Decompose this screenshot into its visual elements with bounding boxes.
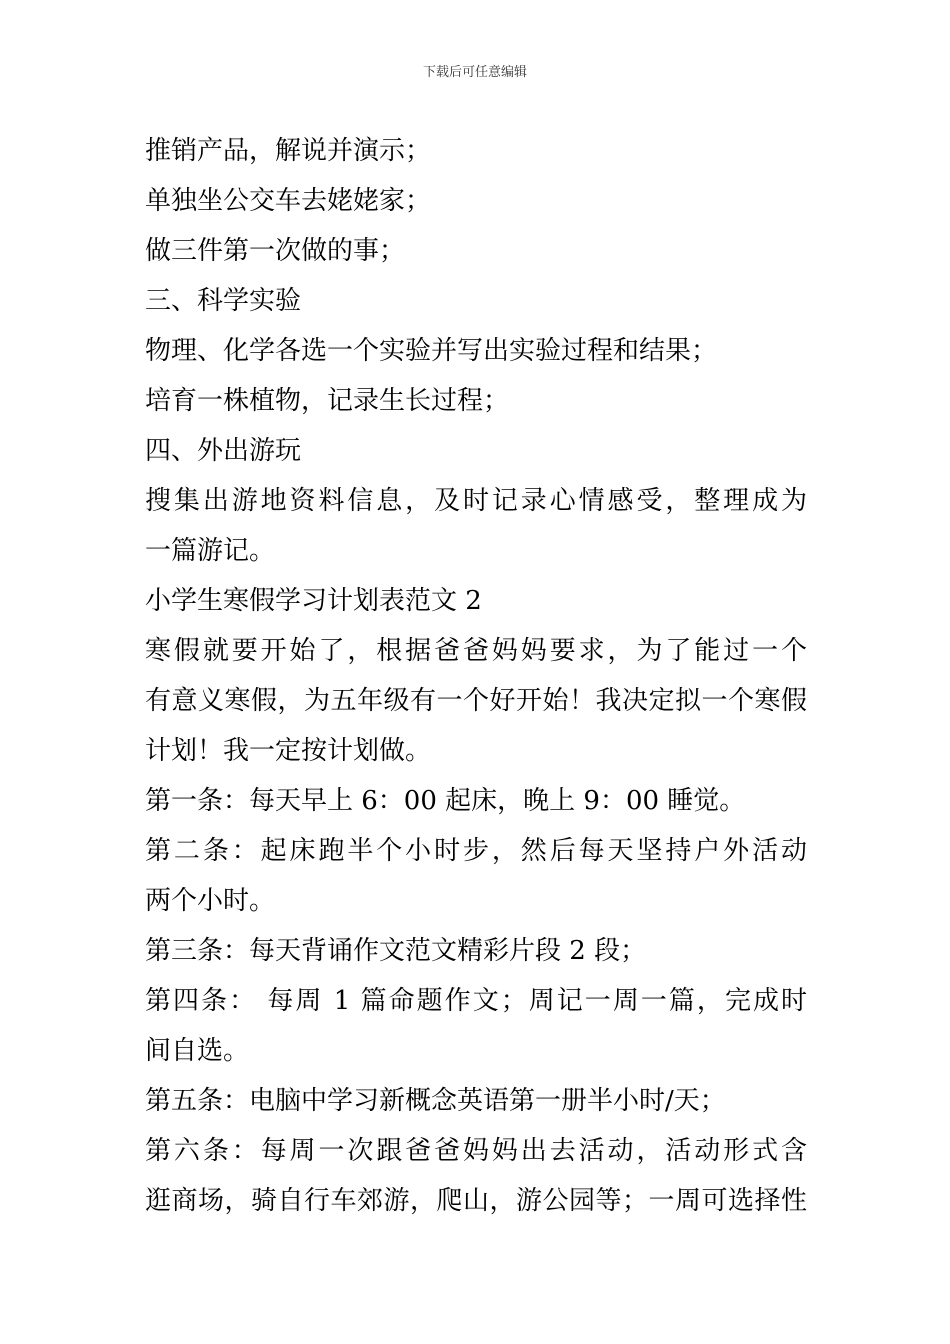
document-body (145, 126, 807, 1226)
text-line: 有意义寒假，为五年级有一个好开始！我决定拟一个寒假 (145, 686, 807, 716)
text-line: 第三条：每天背诵作文范文精彩片段 2 段； (145, 936, 647, 966)
text-line: 培育一株植物，记录生长过程； (145, 386, 510, 416)
text-line: 逛商场，骑自行车郊游，爬山，游公园等；一周可选择性 (145, 1186, 807, 1216)
text-line: 寒假就要开始了，根据爸爸妈妈要求，为了能过一个 (145, 636, 807, 666)
text-line: 第二条：起床跑半个小时步，然后每天坚持户外活动 (145, 836, 807, 866)
text-line: 计划！我一定按计划做。 (145, 736, 432, 766)
section-heading: 四、外出游玩 (145, 436, 302, 466)
text-line: 做三件第一次做的事； (145, 236, 406, 266)
text-line: 第一条：每天早上 6：00 起床，晚上 9：00 睡觉。 (145, 786, 746, 816)
text-line: 一篇游记。 (145, 536, 276, 566)
text-line: 物理、化学各选一个实验并写出实验过程和结果； (145, 336, 718, 366)
text-line: 第五条：电脑中学习新概念英语第一册半小时/天； (145, 1086, 726, 1116)
text-line: 第六条：每周一次跟爸爸妈妈出去活动，活动形式含 (145, 1136, 807, 1166)
text-line: 间自选。 (145, 1036, 250, 1066)
section-heading: 三、科学实验 (145, 286, 302, 316)
article-title: 小学生寒假学习计划表范文 2 (145, 586, 482, 616)
text-line: 第四条： 每周 1 篇命题作文；周记一周一篇，完成时 (145, 986, 807, 1016)
text-line: 推销产品，解说并演示； (145, 136, 432, 166)
page-header-note: 下载后可任意编辑 (422, 65, 527, 80)
text-line: 两个小时。 (145, 886, 276, 916)
text-line: 搜集出游地资料信息，及时记录心情感受，整理成为 (145, 486, 807, 516)
text-line: 单独坐公交车去姥姥家； (145, 186, 432, 216)
